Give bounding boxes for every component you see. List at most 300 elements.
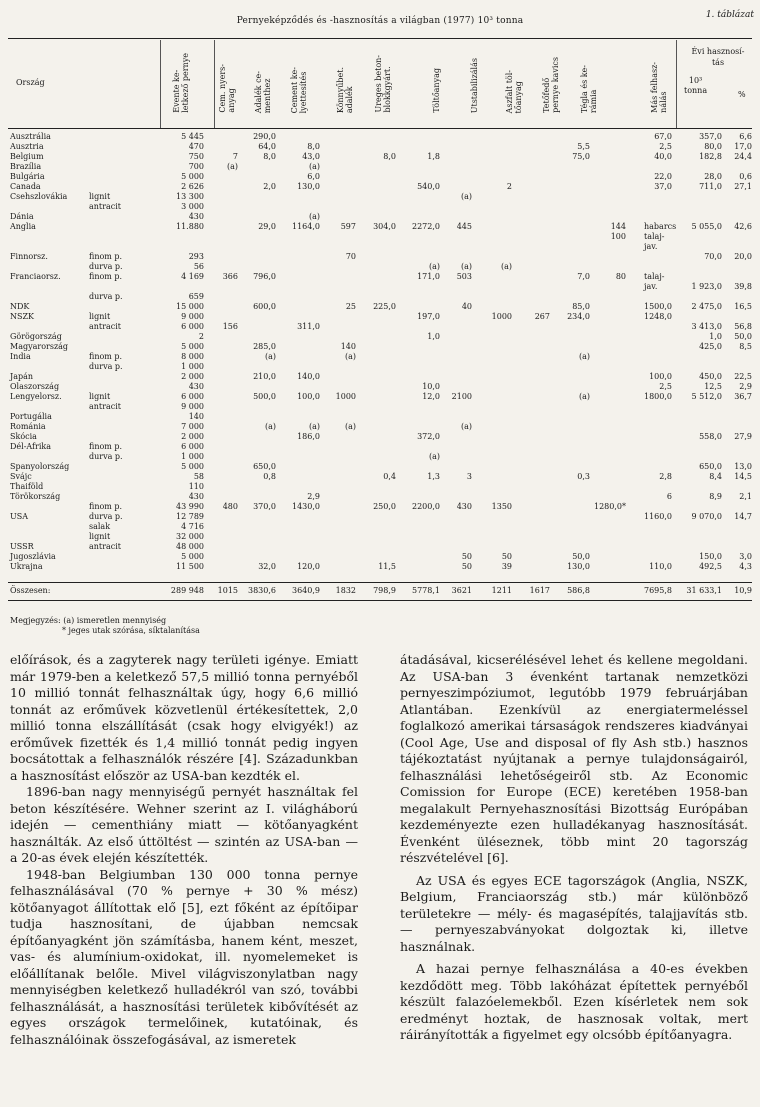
value-cell-cement: 311,0 — [297, 322, 320, 331]
subtype-cell: lignit — [89, 312, 111, 321]
table-row — [0, 352, 760, 362]
country-cell: Bulgária — [10, 172, 45, 181]
table-row — [0, 392, 760, 402]
table-row — [0, 442, 760, 452]
value-cell-mas: 22,0 — [654, 172, 672, 181]
total-cell-adalek: 3830,6 — [248, 586, 276, 595]
value-cell-adalek: 290,0 — [253, 132, 276, 141]
header-evi: Évi hasznosí- tás — [691, 47, 745, 67]
value-cell-extra: 100 — [610, 232, 626, 241]
value-cell-mas: 40,0 — [654, 152, 672, 161]
value-cell-ureges: 250,0 — [373, 502, 396, 511]
value-cell-adalek: 0,8 — [263, 472, 276, 481]
value-cell-ureges: 0,4 — [383, 472, 396, 481]
total-cell-ureges: 798,9 — [373, 586, 396, 595]
value-cell-cement: 1430,0 — [292, 502, 320, 511]
country-cell: NSZK — [10, 312, 35, 321]
value-cell-p: 50,0 — [734, 332, 752, 341]
value-cell-mas: 1500,0 — [644, 302, 672, 311]
value-cell-p: 16,5 — [734, 302, 752, 311]
value-cell-e: 13 300 — [176, 192, 204, 201]
table-row — [0, 432, 760, 442]
paragraph: Az USA és egyes ECE tagországok (Anglia, NSZK, Belgium, Franciaország stb.) már különböző területekre — mély- és magasépítés, talajjavítás stb. — pernyeszabványokat dolgoztak ki, illetve használnak. — [400, 872, 748, 954]
subtype-cell: durva p. — [89, 452, 123, 461]
country-cell: NDK — [10, 302, 30, 311]
country-cell: Canada — [10, 182, 41, 191]
value-cell-e: 5 000 — [181, 172, 204, 181]
value-cell-e: 430 — [188, 382, 204, 391]
table-row — [0, 172, 760, 182]
header-adalek: Adalék ce- menthez — [254, 70, 272, 113]
table-row — [0, 142, 760, 152]
total-cell-tolto: 5778,1 — [412, 586, 440, 595]
subtype-cell: finom p. — [89, 352, 123, 361]
subtype-cell: durva p. — [89, 262, 123, 271]
subtype-cell: antracit — [89, 202, 121, 211]
value-cell-p: 0,6 — [739, 172, 752, 181]
total-cell-t: 31 633,1 — [686, 586, 722, 595]
value-cell-tolto: 540,0 — [417, 182, 440, 191]
value-cell-p: 56,8 — [734, 322, 752, 331]
value-cell-mas: habarcs — [644, 222, 677, 231]
value-cell-adalek: 600,0 — [253, 302, 276, 311]
value-cell-tegla: 234,0 — [567, 312, 590, 321]
value-cell-adalek: 285,0 — [253, 342, 276, 351]
value-cell-aszfalt: 2 — [506, 182, 512, 191]
value-cell-p: 13,0 — [734, 462, 752, 471]
header-tetoledo: Tetőfedő pernye kavics — [542, 57, 560, 113]
value-cell-mas: 2,5 — [659, 142, 672, 151]
header-ureges: Üreges beton- blokkgyárt. — [374, 55, 392, 113]
value-cell-t: 2 475,0 — [691, 302, 722, 311]
value-cell-e: 700 — [188, 162, 204, 171]
country-cell: Törökország — [10, 492, 61, 501]
value-cell-tegla: (a) — [578, 352, 590, 361]
value-cell-cement: 1164,0 — [292, 222, 320, 231]
subtype-cell: finom p. — [89, 252, 123, 261]
table-top-rule — [8, 38, 752, 39]
country-cell: Jugoszlávia — [10, 552, 56, 561]
value-cell-p: 27,1 — [734, 182, 752, 191]
paragraph: 1948-ban Belgiumban 130 000 tonna pernye felhasználásával (70 % pernye + 30 % mész) kötőanyagot állítottak elő [5], ezt főként az építőipar tudja hasznosítani, de újabban nemcsak építőanyagként jön számításba, hanem ként, meszet, vas- és alumínium-oxidokat, ill. nyomelemeket is előállítanak belőle. Mivel világviszonylatban nagy mennyiségben keletkező hulladékról van szó, további felhasználását, a hasznosítási területek kibővítését az egyes országok termelőinek, kutatóinak, és felhasználóinak összefogásával, az ismeretek — [10, 866, 358, 1047]
value-cell-p: 14,5 — [734, 472, 752, 481]
value-cell-e: 3 000 — [181, 202, 204, 211]
value-cell-tegla: 130,0 — [567, 562, 590, 571]
value-cell-konnyu: 1000 — [335, 392, 356, 401]
country-cell: Skócia — [10, 432, 37, 441]
country-cell: Görögország — [10, 332, 62, 341]
value-cell-cement: (a) — [308, 162, 320, 171]
table-row — [0, 402, 760, 412]
subtype-cell: finom p. — [89, 442, 123, 451]
table-row — [0, 532, 760, 542]
value-cell-e: 9 000 — [181, 312, 204, 321]
header-mas: Más felhasz- nálás — [650, 62, 668, 113]
table-row — [0, 482, 760, 492]
country-cell: Dél-Afrika — [10, 442, 52, 451]
value-cell-p: 27,9 — [734, 432, 752, 441]
subtype-cell: antracit — [89, 542, 121, 551]
table-row — [0, 342, 760, 352]
value-cell-e: 11.880 — [176, 222, 204, 231]
header-cement: Cement ke- lyettesítés — [290, 66, 308, 113]
value-cell-adalek: 32,0 — [258, 562, 276, 571]
value-cell-t: 8,4 — [709, 472, 722, 481]
text-column-left — [10, 652, 358, 1048]
total-cell-konnyu: 1832 — [335, 586, 356, 595]
table-row — [0, 312, 760, 322]
header-aszfalt: Aszfalt töl- tőanyag — [505, 69, 523, 113]
value-cell-cement: 2,9 — [307, 492, 320, 501]
table-row — [0, 182, 760, 192]
value-cell-cem: 7 — [232, 152, 238, 161]
value-cell-p: 24,4 — [734, 152, 752, 161]
value-cell-aszfalt: 1350 — [491, 502, 512, 511]
country-cell: USA — [10, 512, 28, 521]
value-cell-mas: 37,0 — [654, 182, 672, 191]
country-cell: Brazília — [10, 162, 42, 171]
table-row — [0, 372, 760, 382]
country-cell: Svájc — [10, 472, 32, 481]
value-cell-tegla: 50,0 — [572, 552, 590, 561]
value-cell-e: 8 000 — [181, 352, 204, 361]
table-row — [0, 222, 760, 232]
total-cell-stabil: 3621 — [451, 586, 472, 595]
subtype-cell: antracit — [89, 402, 121, 411]
value-cell-e: 470 — [188, 142, 204, 151]
value-cell-mas: talaj- — [644, 232, 665, 241]
value-cell-t: 5 055,0 — [691, 222, 722, 231]
table-row — [0, 502, 760, 512]
value-cell-mas: 2,8 — [659, 472, 672, 481]
text-column-right — [400, 652, 748, 1044]
value-cell-p: 6,6 — [739, 132, 752, 141]
value-cell-adalek: 29,0 — [258, 222, 276, 231]
value-cell-cement: 186,0 — [297, 432, 320, 441]
value-cell-cement: 140,0 — [297, 372, 320, 381]
table-row — [0, 232, 760, 242]
value-cell-e: 58 — [193, 472, 204, 481]
value-cell-stabil: 503 — [456, 272, 472, 281]
value-cell-ureges: 8,0 — [383, 152, 396, 161]
value-cell-ureges: 11,5 — [378, 562, 396, 571]
value-cell-e: 12 789 — [176, 512, 204, 521]
value-cell-ureges: 225,0 — [373, 302, 396, 311]
total-cell-e: 289 948 — [170, 586, 204, 595]
table-row — [0, 542, 760, 552]
value-cell-e: 5 000 — [181, 552, 204, 561]
value-cell-e: 5 000 — [181, 342, 204, 351]
value-cell-t: 3 413,0 — [691, 322, 722, 331]
value-cell-cement: (a) — [308, 212, 320, 221]
value-cell-e: 43 990 — [176, 502, 204, 511]
value-cell-e: 48 000 — [176, 542, 204, 551]
value-cell-adalek: 796,0 — [253, 272, 276, 281]
value-cell-adalek: (a) — [264, 422, 276, 431]
value-cell-t: 357,0 — [699, 132, 722, 141]
value-cell-stabil: (a) — [460, 422, 472, 431]
value-cell-e: 110 — [188, 482, 204, 491]
country-cell: Thaiföld — [10, 482, 44, 491]
value-cell-mas: 1248,0 — [644, 312, 672, 321]
subtype-cell: durva p. — [89, 362, 123, 371]
value-cell-adalek: 8,0 — [263, 152, 276, 161]
value-cell-e: 140 — [188, 412, 204, 421]
value-cell-t: 450,0 — [699, 372, 722, 381]
value-cell-t: 650,0 — [699, 462, 722, 471]
value-cell-mas: 2,5 — [659, 382, 672, 391]
table-row — [0, 322, 760, 332]
table-row — [0, 552, 760, 562]
paragraph: átadásával, kicserélésével lehet és kellene megoldani. Az USA-ban 3 évenként tartanak nemzetközi pernyeszimpóziumot, legutóbb 1979 februárjában Atlantában. Ezenkívül az energiatermeléssel foglalkozó amerikai társaságok rendszeres kiadványai (Cool Age, Use and disposal of fly Ash stb.) hasznos tájékoztatást nyújtanak a pernye tulajdonságairól, felhasználási lehetőségeiről stb. Az Economic Comission for Europe (ECE) keretében 1958-ban megalakult Pernyehasznosítási Bizottság Európában kezdeményezte ezen hulladékanyag hasznosítását. Évenként üléseznek, több mint 20 tagország részvételével [6]. — [400, 652, 748, 865]
table-notes — [10, 616, 200, 636]
value-cell-ureges: 304,0 — [373, 222, 396, 231]
header-stabil: Útstabilizálás — [470, 57, 479, 113]
table-row — [0, 382, 760, 392]
value-cell-adalek: 210,0 — [253, 372, 276, 381]
table-row — [0, 162, 760, 172]
value-cell-t: 492,5 — [699, 562, 722, 571]
table-row — [0, 302, 760, 312]
col-divider — [676, 40, 677, 128]
country-cell: Lengyelorsz. — [10, 392, 62, 401]
value-cell-mas: 67,0 — [654, 132, 672, 141]
country-cell: Finnorsz. — [10, 252, 48, 261]
value-cell-cem: (a) — [226, 162, 238, 171]
table-total-rule — [8, 582, 752, 583]
subtype-cell: durva p. — [89, 512, 123, 521]
value-cell-aszfalt: 39 — [501, 562, 512, 571]
value-cell-stabil: 430 — [456, 502, 472, 511]
value-cell-tolto: 1,8 — [427, 152, 440, 161]
value-cell-tegla: 85,0 — [572, 302, 590, 311]
table-row — [0, 242, 760, 252]
value-cell-t: 5 512,0 — [691, 392, 722, 401]
country-cell: Anglia — [10, 222, 36, 231]
table-row — [0, 362, 760, 372]
country-cell: Csehszlovákia — [10, 192, 68, 201]
note-a: Megjegyzés: (a) ismeretlen mennyiség — [10, 616, 167, 625]
value-cell-adalek: 650,0 — [253, 462, 276, 471]
value-cell-e: 56 — [193, 262, 204, 271]
value-cell-t: 150,0 — [699, 552, 722, 561]
value-cell-e: 1 000 — [181, 362, 204, 371]
subtype-cell: lignit — [89, 392, 111, 401]
header-country: Ország — [16, 78, 45, 87]
subtype-cell: finom p. — [89, 502, 123, 511]
value-cell-mas: jav. — [644, 282, 658, 291]
country-cell: Portugália — [10, 412, 52, 421]
value-cell-e: 6 000 — [181, 442, 204, 451]
value-cell-tolto: 12,0 — [422, 392, 440, 401]
value-cell-konnyu: 597 — [340, 222, 356, 231]
value-cell-e: 2 000 — [181, 372, 204, 381]
table-row — [0, 272, 760, 282]
value-cell-e: 430 — [188, 212, 204, 221]
value-cell-mas: 100,0 — [649, 372, 672, 381]
table-row — [0, 492, 760, 502]
table-row — [0, 132, 760, 142]
value-cell-aszfalt: (a) — [500, 262, 512, 271]
value-cell-t: 9 070,0 — [691, 512, 722, 521]
table-header-rule — [8, 128, 752, 129]
value-cell-e: 4 716 — [181, 522, 204, 531]
value-cell-t: 70,0 — [704, 252, 722, 261]
value-cell-stabil: 50 — [461, 562, 472, 571]
value-cell-t: 12,5 — [704, 382, 722, 391]
value-cell-p: 3,0 — [739, 552, 752, 561]
value-cell-konnyu: 70 — [345, 252, 356, 261]
value-cell-tolto: 372,0 — [417, 432, 440, 441]
country-cell: Magyarország — [10, 342, 69, 351]
value-cell-e: 1 000 — [181, 452, 204, 461]
table-row — [0, 152, 760, 162]
value-cell-tegla: 7,0 — [577, 272, 590, 281]
value-cell-p: 42,6 — [734, 222, 752, 231]
value-cell-stabil: 445 — [456, 222, 472, 231]
value-cell-tolto: 10,0 — [422, 382, 440, 391]
value-cell-t: 8,9 — [709, 492, 722, 501]
value-cell-mas: 110,0 — [649, 562, 672, 571]
value-cell-e: 6 000 — [181, 392, 204, 401]
paragraph: 1896-ban nagy mennyiségű pernyét használtak fel beton készítésére. Wehner szerint az I. világháború idején — cementhiány miatt — kötőanyagként használták. Az első úttöltést — szintén az USA-ban — a 20-as évek elején készítették. — [10, 784, 358, 865]
value-cell-mas: 6 — [666, 492, 672, 501]
table-row — [0, 522, 760, 532]
header-tegla: Tégla és ke- rámia — [580, 64, 598, 113]
value-cell-e: 9 000 — [181, 402, 204, 411]
subtype-cell: antracit — [89, 322, 121, 331]
table-number: 1. táblázat — [705, 10, 754, 20]
value-cell-konnyu: (a) — [344, 422, 356, 431]
value-cell-aszfalt: 50 — [501, 552, 512, 561]
total-cell-cement: 3640,9 — [292, 586, 320, 595]
value-cell-t: 711,0 — [699, 182, 722, 191]
value-cell-e: 2 000 — [181, 432, 204, 441]
table-row — [0, 202, 760, 212]
total-row — [0, 585, 760, 597]
value-cell-cement: 120,0 — [297, 562, 320, 571]
value-cell-mas: 1160,0 — [644, 512, 672, 521]
value-cell-e: 2 — [198, 332, 204, 341]
subtype-cell: lignit — [89, 192, 111, 201]
value-cell-mas: jav. — [644, 242, 658, 251]
value-cell-stabil: (a) — [460, 192, 472, 201]
value-cell-cement: 6,0 — [307, 172, 320, 181]
value-cell-cement: 130,0 — [297, 182, 320, 191]
value-cell-e: 750 — [188, 152, 204, 161]
table-row — [0, 212, 760, 222]
country-cell: Ausztrália — [10, 132, 51, 141]
value-cell-t: 1 923,0 — [691, 282, 722, 291]
table-row — [0, 452, 760, 462]
value-cell-t: 182,8 — [699, 152, 722, 161]
header-evi-unit: 10³ tonna — [684, 76, 708, 95]
value-cell-stabil: (a) — [460, 262, 472, 271]
subtype-cell: salak — [89, 522, 111, 531]
value-cell-t: 80,0 — [704, 142, 722, 151]
country-cell: Olaszország — [10, 382, 60, 391]
value-cell-p: 20,0 — [734, 252, 752, 261]
table-row — [0, 262, 760, 272]
value-cell-tegla: 0,3 — [577, 472, 590, 481]
value-cell-e: 32 000 — [176, 532, 204, 541]
value-cell-p: 36,7 — [734, 392, 752, 401]
value-cell-e: 430 — [188, 492, 204, 501]
value-cell-adalek: 64,0 — [258, 142, 276, 151]
value-cell-cem: 156 — [222, 322, 238, 331]
value-cell-extra: 1280,0* — [594, 502, 626, 511]
value-cell-mas: talaj- — [644, 272, 665, 281]
value-cell-tetoledo: 267 — [534, 312, 550, 321]
value-cell-aszfalt: 1000 — [491, 312, 512, 321]
country-cell: Dánia — [10, 212, 34, 221]
table-row — [0, 472, 760, 482]
country-cell: USSR — [10, 542, 34, 551]
value-cell-p: 2,1 — [739, 492, 752, 501]
value-cell-e: 4 169 — [181, 272, 204, 281]
country-cell: India — [10, 352, 31, 361]
country-cell: Japán — [10, 372, 34, 381]
value-cell-mas: 1800,0 — [644, 392, 672, 401]
value-cell-e: 5 445 — [181, 132, 204, 141]
value-cell-cement: 100,0 — [297, 392, 320, 401]
value-cell-stabil: 2100 — [451, 392, 472, 401]
value-cell-tolto: 2200,0 — [412, 502, 440, 511]
value-cell-e: 15 000 — [176, 302, 204, 311]
table-row — [0, 332, 760, 342]
value-cell-cem: 366 — [222, 272, 238, 281]
table-bottom-rule — [8, 600, 752, 601]
paragraph: előírások, és a zagyterek nagy területi igénye. Emiatt már 1979-ben a keletkező 57,5 millió tonna pernyéből 10 millió tonnát felhasználtak úgy, hogy 6,6 millió tonnát az erőművek közvetlenül értékesítettek, 2,0 millió tonna elszállítását (csak hogy elvigyék!) az erőművek fizették és 1,4 millió tonnát pedig ingyen bocsátottak a felhasználók részére [4]. Századunkban a hasznosítást először az USA-ban kezdték el. — [10, 652, 358, 783]
value-cell-e: 659 — [188, 292, 204, 301]
total-cell-cem: 1015 — [217, 586, 238, 595]
subtype-cell: lignit — [89, 532, 111, 541]
value-cell-t: 558,0 — [699, 432, 722, 441]
value-cell-tegla: 5,5 — [577, 142, 590, 151]
country-cell: Ukrajna — [10, 562, 43, 571]
total-cell-mas: 7695,8 — [644, 586, 672, 595]
value-cell-e: 293 — [188, 252, 204, 261]
value-cell-tolto: (a) — [428, 452, 440, 461]
value-cell-tolto: 197,0 — [417, 312, 440, 321]
value-cell-p: 2,9 — [739, 382, 752, 391]
table-row — [0, 512, 760, 522]
value-cell-stabil: 40 — [461, 302, 472, 311]
value-cell-adalek: 370,0 — [253, 502, 276, 511]
value-cell-stabil: 50 — [461, 552, 472, 561]
value-cell-e: 11 500 — [176, 562, 204, 571]
header-evi-pct: % — [738, 90, 746, 99]
table-row — [0, 282, 760, 292]
value-cell-p: 22,5 — [734, 372, 752, 381]
value-cell-p: 4,3 — [739, 562, 752, 571]
table-row — [0, 562, 760, 572]
table-row — [0, 412, 760, 422]
table-row — [0, 422, 760, 432]
table-row — [0, 292, 760, 302]
value-cell-t: 1,0 — [709, 332, 722, 341]
value-cell-tegla: (a) — [578, 392, 590, 401]
subtype-cell: durva p. — [89, 292, 123, 301]
total-cell-tegla: 586,8 — [567, 586, 590, 595]
value-cell-e: 7 000 — [181, 422, 204, 431]
total-label: Összesen: — [10, 586, 51, 595]
value-cell-e: 5 000 — [181, 462, 204, 471]
subtype-cell: finom p. — [89, 272, 123, 281]
value-cell-konnyu: 25 — [345, 302, 356, 311]
country-cell: Belgium — [10, 152, 44, 161]
header-cem: Cem. nyers- anyag — [218, 64, 236, 113]
